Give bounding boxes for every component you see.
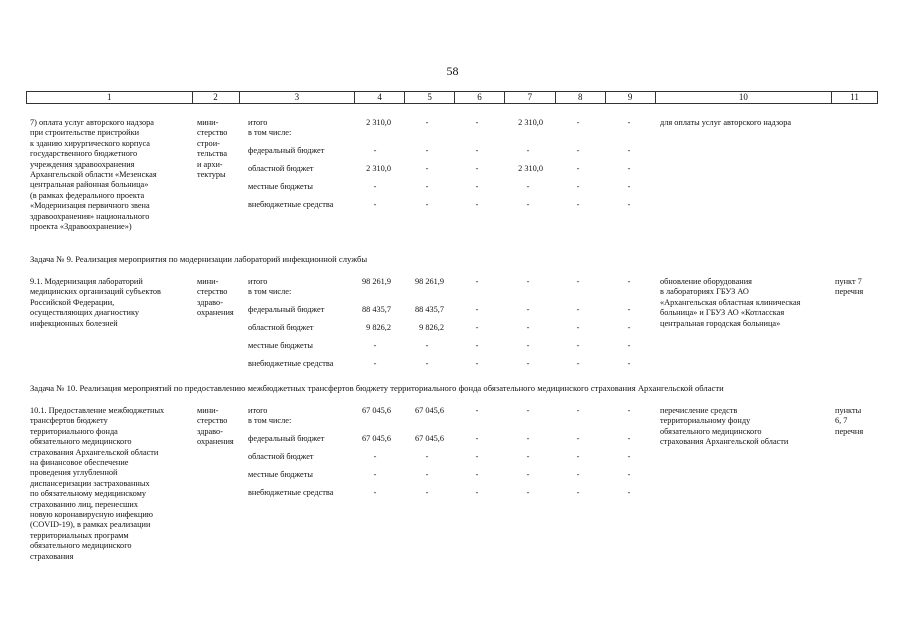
header-cell: 10: [656, 92, 833, 103]
funding-value: -: [526, 452, 530, 461]
funding-value: -: [475, 305, 479, 314]
funding-value: 9 826,2: [419, 323, 444, 332]
funding-value: -: [425, 182, 429, 191]
funding-value: -: [627, 164, 631, 173]
funding-value: -: [373, 182, 377, 191]
funding-value: -: [373, 341, 377, 350]
funding-value: -: [526, 323, 530, 332]
header-cell: 2: [193, 92, 240, 103]
row-executor: мини- стерство здраво- охранения: [197, 277, 234, 318]
funding-source-label: итого в том числе:: [248, 277, 292, 297]
funding-value: -: [425, 470, 429, 479]
funding-value: -: [526, 488, 530, 497]
page-number: 58: [446, 64, 459, 78]
funding-source-label: местные бюджеты: [248, 341, 313, 350]
row-name: 9.1. Модернизация лабораторий медицинских организаций субъектов Российской Федерации, осуществляющих диагностику инфекционных болезней: [30, 277, 161, 328]
funding-value: -: [627, 118, 631, 127]
funding-value: -: [526, 277, 530, 286]
header-cell: 9: [606, 92, 656, 103]
funding-value: -: [627, 305, 631, 314]
funding-value: -: [627, 200, 631, 209]
funding-value: -: [425, 359, 429, 368]
funding-source-label: областной бюджет: [248, 323, 314, 332]
funding-value: 98 261,9: [361, 277, 391, 286]
row-name: 7) оплата услуг авторского надзора при строительстве пристройки к зданию хирургического корпуса государственного бюджетного учреждения здравоохранения Архангельской области «Мезенская центральная районная больница» (в рамках федерального проекта «Модернизация первичного звена здравоохранения» национального проекта «Здравоохранение»): [30, 118, 157, 232]
funding-value: 88 435,7: [414, 305, 444, 314]
funding-value: -: [425, 341, 429, 350]
funding-source-label: итого в том числе:: [248, 406, 292, 426]
funding-value: -: [576, 488, 580, 497]
funding-value: -: [627, 182, 631, 191]
funding-value: -: [526, 406, 530, 415]
funding-value: -: [475, 182, 479, 191]
row-executor: мини- стерство здраво- охранения: [197, 406, 234, 447]
funding-value: 2 310,0: [518, 164, 543, 173]
funding-value: -: [475, 406, 479, 415]
funding-value: -: [373, 452, 377, 461]
funding-value: -: [576, 164, 580, 173]
funding-value: -: [576, 305, 580, 314]
funding-source-label: федеральный бюджет: [248, 434, 325, 443]
row-executor: мини- стерство строи- тельства и архи- тектуры: [197, 118, 228, 180]
funding-value: -: [425, 164, 429, 173]
funding-value: 98 261,9: [414, 277, 444, 286]
funding-source-label: внебюджетные средства: [248, 488, 334, 497]
funding-value: 67 045,6: [361, 434, 391, 443]
funding-value: -: [576, 406, 580, 415]
funding-value: -: [373, 359, 377, 368]
funding-value: -: [526, 182, 530, 191]
funding-value: -: [576, 200, 580, 209]
funding-value: 88 435,7: [361, 305, 391, 314]
funding-value: -: [576, 341, 580, 350]
funding-value: 67 045,6: [414, 406, 444, 415]
funding-value: -: [576, 323, 580, 332]
funding-value: -: [475, 146, 479, 155]
funding-value: -: [475, 323, 479, 332]
funding-value: -: [373, 200, 377, 209]
funding-source-label: внебюджетные средства: [248, 359, 334, 368]
funding-value: -: [576, 182, 580, 191]
funding-source-label: внебюджетные средства: [248, 200, 334, 209]
funding-value: -: [627, 277, 631, 286]
funding-value: -: [475, 452, 479, 461]
funding-source-label: федеральный бюджет: [248, 305, 325, 314]
funding-value: -: [627, 359, 631, 368]
funding-source-label: местные бюджеты: [248, 182, 313, 191]
header-cell: 1: [27, 92, 193, 103]
header-cell: 7: [505, 92, 556, 103]
funding-value: -: [576, 434, 580, 443]
funding-value: 2 310,0: [518, 118, 543, 127]
funding-value: -: [373, 146, 377, 155]
funding-value: -: [425, 452, 429, 461]
row-result: обновление оборудования в лабораториях ГБУЗ АО «Архангельская областная клиническая больница» и ГБУЗ АО «Котласская центральная городская больница»: [660, 277, 801, 328]
funding-value: -: [576, 452, 580, 461]
funding-value: -: [526, 305, 530, 314]
row-ref: пункт 7 перечня: [835, 277, 864, 297]
funding-value: -: [475, 434, 479, 443]
funding-value: -: [576, 118, 580, 127]
funding-source-label: областной бюджет: [248, 164, 314, 173]
funding-value: -: [475, 470, 479, 479]
funding-value: -: [526, 434, 530, 443]
funding-value: -: [627, 470, 631, 479]
funding-value: 9 826,2: [366, 323, 391, 332]
funding-value: -: [627, 341, 631, 350]
funding-value: -: [526, 359, 530, 368]
funding-source-label: итого в том числе:: [248, 118, 292, 138]
funding-value: -: [526, 341, 530, 350]
funding-value: -: [627, 452, 631, 461]
funding-value: -: [475, 118, 479, 127]
funding-value: -: [576, 470, 580, 479]
funding-value: -: [475, 200, 479, 209]
header-cell: 5: [405, 92, 455, 103]
funding-value: -: [627, 434, 631, 443]
funding-value: -: [425, 488, 429, 497]
row-name: 10.1. Предоставление межбюджетных трансфертов бюджету территориального фонда обязательного медицинского страхования Архангельской области на финансовое обеспечение проведения углубленной диспансеризации застрахованных по обязательному медицинскому страхованию лиц, перенесших новую коронавирусную инфекцию (COVID-19), в рамках реализации территориальных программ обязательного медицинского страхования: [30, 406, 165, 561]
funding-value: -: [475, 359, 479, 368]
funding-value: -: [475, 277, 479, 286]
funding-value: -: [425, 118, 429, 127]
header-cell: 8: [556, 92, 606, 103]
header-cell: 3: [240, 92, 356, 103]
funding-value: 2 310,0: [366, 118, 391, 127]
funding-source-label: федеральный бюджет: [248, 146, 325, 155]
row-result: перечисление средств территориальному фонду обязательного медицинского страхования Архангельской области: [660, 406, 789, 447]
funding-value: -: [627, 146, 631, 155]
funding-value: 67 045,6: [414, 434, 444, 443]
funding-value: -: [526, 200, 530, 209]
table-header: [26, 91, 878, 104]
funding-value: -: [475, 164, 479, 173]
funding-value: -: [526, 470, 530, 479]
funding-value: -: [475, 341, 479, 350]
row-ref: пункты 6, 7 перечня: [835, 406, 864, 436]
funding-value: -: [475, 488, 479, 497]
funding-value: -: [425, 200, 429, 209]
funding-value: -: [425, 146, 429, 155]
header-cell: 6: [455, 92, 505, 103]
funding-value: -: [627, 323, 631, 332]
funding-source-label: областной бюджет: [248, 452, 314, 461]
funding-value: -: [373, 470, 377, 479]
funding-value: -: [576, 146, 580, 155]
funding-value: -: [627, 406, 631, 415]
header-cell: 4: [355, 92, 405, 103]
row-result: для оплаты услуг авторского надзора: [660, 118, 792, 127]
funding-value: -: [526, 146, 530, 155]
funding-value: -: [373, 488, 377, 497]
task-heading: Задача № 10. Реализация мероприятий по предоставлению межбюджетных трансфертов бюджету территориального фонда обязательного медицинского страхования Архангельской области: [30, 383, 724, 393]
header-cell: 11: [850, 92, 859, 102]
funding-source-label: местные бюджеты: [248, 470, 313, 479]
funding-value: 67 045,6: [361, 406, 391, 415]
funding-value: -: [627, 488, 631, 497]
task-heading: Задача № 9. Реализация мероприятия по модернизации лабораторий инфекционной службы: [30, 254, 368, 264]
funding-value: -: [576, 359, 580, 368]
funding-value: 2 310,0: [366, 164, 391, 173]
funding-value: -: [576, 277, 580, 286]
